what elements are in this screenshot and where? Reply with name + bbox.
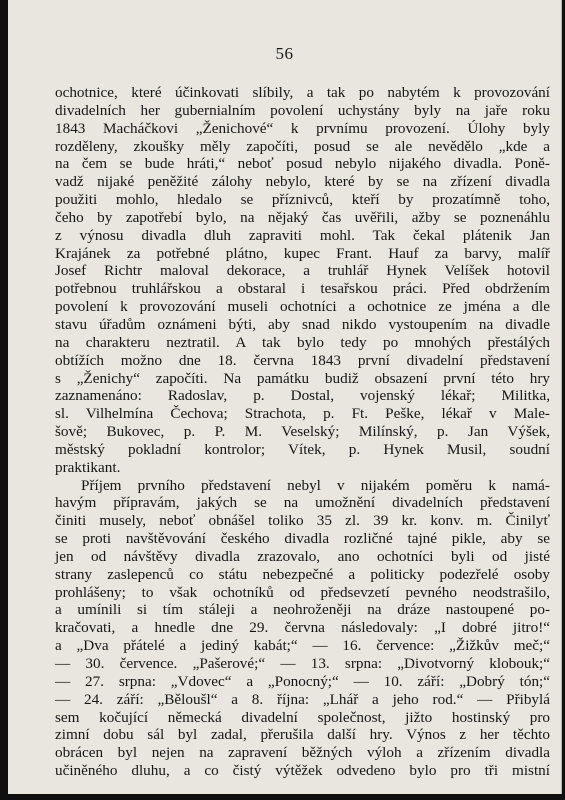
text-line: a „Dva přátelé a jediný kabát;“ — 16. července: „Žižkův meč;“ bbox=[55, 637, 550, 655]
text-line: rozděleny, zkoušky měly započíti, posud se ale nevědělo „kde a bbox=[55, 137, 550, 155]
text-line: obrácen byl nejen na zapravení běžných výloh a zřízením divadla bbox=[55, 744, 550, 762]
text-line: z výnosu divadla dluh zapraviti mohl. Tak čekal plátenik Jan bbox=[55, 226, 550, 244]
text-line: prohlášeny; to však ochotníků od předsevzetí pevného neodstrašilo, bbox=[55, 583, 550, 601]
text-line: — 24. září: „Běloušl“ a 8. října: „Lhář a jeho rod.“ — Přibylá bbox=[55, 690, 550, 708]
text-line: divadelních her gubernialním povolení uchystány byly na jaře roku bbox=[55, 101, 550, 119]
text-line: 1843 Macháčkovi „Ženichové“ k prvnímu provození. Úlohy byly bbox=[55, 119, 550, 137]
text-line: obtížích možno dne 18. června 1843 první divadelní představení bbox=[55, 351, 550, 369]
text-line: zaznamenáno: Radoslav, p. Dostal, vojenský lékař; Militka, bbox=[55, 387, 550, 405]
text-line: činiti musely, neboť obnášel toliko 35 zl. 39 kr. konv. m. Činilyť bbox=[55, 512, 550, 530]
page-number: 56 bbox=[275, 44, 294, 63]
text-line: městský pokladní kontrolor; Vítek, p. Hynek Musil, soudní bbox=[55, 440, 550, 458]
paragraph-start-line: Příjem prvního představení nebyl v nijakém poměru k namá- bbox=[81, 476, 550, 494]
text-line: Krajánek za potřebné plátno, kupec Frant. Hauf za barvy, malíř bbox=[55, 244, 550, 262]
text-line: šově; Bukovec, p. P. M. Veselský; Milínský, p. Jan Výšek, bbox=[55, 423, 550, 441]
book-page bbox=[8, 0, 562, 794]
text-line: — 27. srpna: „Vdovec“ a „Ponocný;“ — 10. září: „Dobrý tón;“ bbox=[55, 672, 550, 690]
text-line: kračovati, a hnedle dne 29. června následovaly: „I dobré jitro!“ bbox=[55, 619, 550, 637]
text-line: na čem se bude hráti,“ neboť posud nebylo nijakého divadla. Poně- bbox=[55, 155, 550, 173]
text-line: — 30. července. „Pašerové;“ — 13. srpna: „Divotvorný klobouk;“ bbox=[55, 655, 550, 672]
text-line: havým přípravám, jakých se na umožnění divadelních představení bbox=[55, 494, 550, 512]
text-line: a umínili si tím stáleji a neohroženěji na dráze nastoupené po- bbox=[55, 601, 550, 619]
text-line: povolení k provozování museli ochotníci a ochotnice ze jména a dle bbox=[55, 298, 550, 316]
text-line: Josef Richtr maloval dekorace, a truhlář Hynek Velíšek hotovil bbox=[55, 262, 550, 280]
text-line: čeho by zapotřebí bylo, na nějaký čas uvěřili, ažby se poznenáhlu bbox=[55, 208, 550, 226]
body-text bbox=[55, 84, 550, 780]
text-line: se proti navštěvování českého divadla rozličné tajné pikle, aby se bbox=[55, 530, 550, 548]
text-line: ochotnice, které účinkovati slíbily, a tak po nabytém k provozování bbox=[55, 84, 550, 101]
text-line: vadž nijaké peněžité zálohy nebylo, které by se na zřízení divadla bbox=[55, 173, 550, 191]
text-line: použiti mohlo, hledalo se příznivců, kteří by prozatímně toho, bbox=[55, 191, 550, 209]
text-line: potřebnou truhlářskou a obstaral i tesařskou práci. Před obdržením bbox=[55, 280, 550, 298]
text-line: na charakteru neztratil. A tak bylo tedy po mnohých přestálých bbox=[55, 333, 550, 351]
text-line: sem kočující německá divadelní společnost, jižto hostinský pro bbox=[55, 708, 550, 726]
text-line: zimní dobu sál byl zadal, přerušila další hry. Výnos z her těchto bbox=[55, 726, 550, 744]
text-line: sl. Vilhelmína Čechova; Strachota, p. Ft. Peške, lékař v Male- bbox=[55, 405, 550, 423]
paragraph-end-line: praktikant. bbox=[55, 458, 121, 476]
text-line: učiněného dluhu, a co čistý výtěžek odvedeno bylo pro tři mistní bbox=[55, 762, 550, 780]
text-line: stavu úřadům oznámeni býti, aby snad nikdo vystoupením na divadle bbox=[55, 315, 550, 333]
text-line: s „Ženichy“ započíti. Na památku budiž obsazení první této hry bbox=[55, 369, 550, 387]
text-line: jen od návštěvy divadla zrazovalo, ano ochotníci byli od jisté bbox=[55, 547, 550, 565]
text-line: strany zaslepenců co státu nebezpečné a politicky podezřelé osoby bbox=[55, 565, 550, 583]
